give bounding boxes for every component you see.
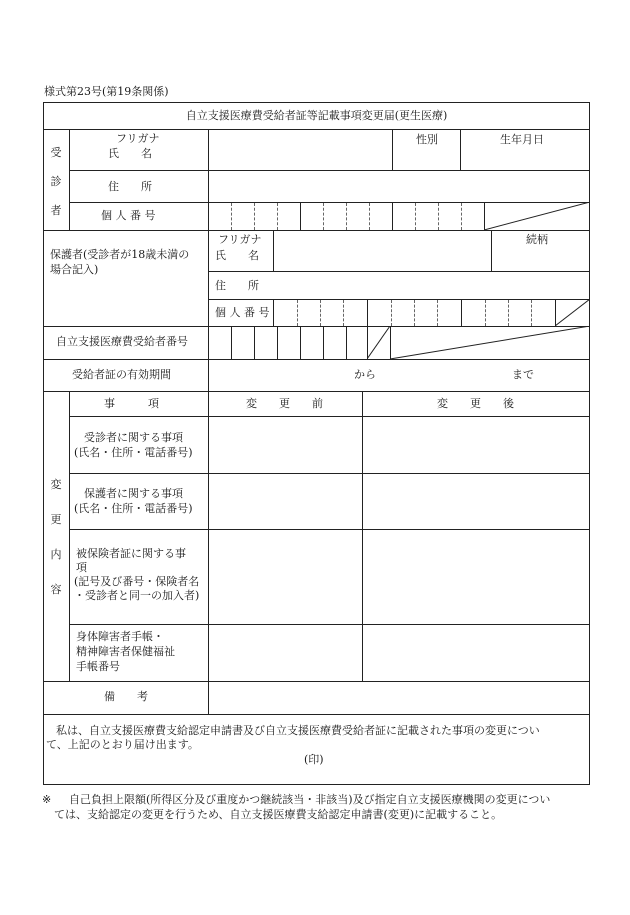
guardian-relation-label: 続柄 — [526, 233, 548, 246]
guardian-label-2: 場合記入) — [50, 263, 99, 276]
changes-label-4: 容 — [50, 583, 62, 596]
patient-furigana-label: フリガナ — [116, 132, 160, 145]
diagonal-strike — [484, 202, 590, 230]
validity-label: 受給者証の有効期間 — [72, 368, 171, 381]
changes-row1-line1: 受診者に関する事項 — [84, 431, 183, 444]
changes-row2-line1: 保護者に関する事項 — [84, 487, 183, 500]
recipient-number-label: 自立支援医療費受給者番号 — [56, 335, 188, 348]
guardian-individual-number-label: 個 人 番 号 — [215, 306, 270, 319]
changes-label-3: 内 — [50, 548, 62, 561]
diagonal-strike — [367, 326, 590, 359]
guardian-label-1: 保護者(受診者が18歳未満の — [50, 248, 190, 261]
changes-header-item: 事 項 — [104, 397, 159, 410]
changes-row3-line4: ・受診者と同一の加入者) — [74, 589, 200, 602]
note-mark: ※ — [42, 793, 52, 806]
changes-row3-line1: 被保険者証に関する事 — [76, 547, 186, 560]
form-title: 自立支援医療費受給者証等記載事項変更届(更生医療) — [185, 109, 448, 122]
validity-until: まで — [512, 368, 534, 381]
note-line2: ては、支給認定の変更を行うため、自立支援医療費支給認定申請書(変更)に記載すること。 — [54, 808, 503, 821]
changes-header-after: 変 更 後 — [437, 397, 514, 410]
changes-row3-line3: (記号及び番号・保険者名 — [74, 575, 200, 588]
patient-birthdate-label: 生年月日 — [500, 133, 544, 146]
changes-label-1: 変 — [50, 478, 62, 491]
declaration-line2: て、上記のとおり届け出ます。 — [46, 738, 199, 751]
patient-label-2: 診 — [50, 175, 62, 188]
validity-from: から — [354, 368, 376, 381]
seal-mark: (印) — [304, 753, 324, 766]
changes-row3-line2: 項 — [76, 561, 87, 574]
changes-row1-line2: (氏名・住所・電話番号) — [74, 446, 193, 459]
patient-name-label: 氏 名 — [108, 147, 152, 160]
guardian-address-label: 住 所 — [215, 279, 259, 292]
patient-label-1: 受 — [50, 146, 62, 159]
patient-address-label: 住 所 — [108, 180, 152, 193]
remarks-label: 備 考 — [104, 690, 148, 703]
patient-individual-number-label: 個 人 番 号 — [101, 209, 156, 222]
changes-row4-line3: 手帳番号 — [76, 660, 120, 673]
guardian-furigana-label: フリガナ — [218, 233, 262, 246]
diagonal-strike — [555, 299, 590, 326]
declaration-line1: 私は、自立支援医療費支給認定申請書及び自立支援医療費受給者証に記載された事項の変更につい — [56, 724, 540, 737]
form-number: 様式第23号(第19条関係) — [44, 85, 169, 98]
changes-row4-line2: 精神障害者保健福祉 — [76, 645, 175, 658]
changes-header-before: 変 更 前 — [246, 397, 323, 410]
patient-label-3: 者 — [50, 204, 62, 217]
patient-sex-label: 性別 — [416, 133, 438, 146]
note-line1: 自己負担上限額(所得区分及び重度かつ継続該当・非該当)及び指定自立支援医療機関の変更につい — [69, 793, 551, 806]
changes-row4-line1: 身体障害者手帳・ — [76, 630, 164, 643]
guardian-name-label: 氏 名 — [215, 249, 259, 262]
changes-label-2: 更 — [50, 513, 62, 526]
changes-row2-line2: (氏名・住所・電話番号) — [74, 502, 193, 515]
